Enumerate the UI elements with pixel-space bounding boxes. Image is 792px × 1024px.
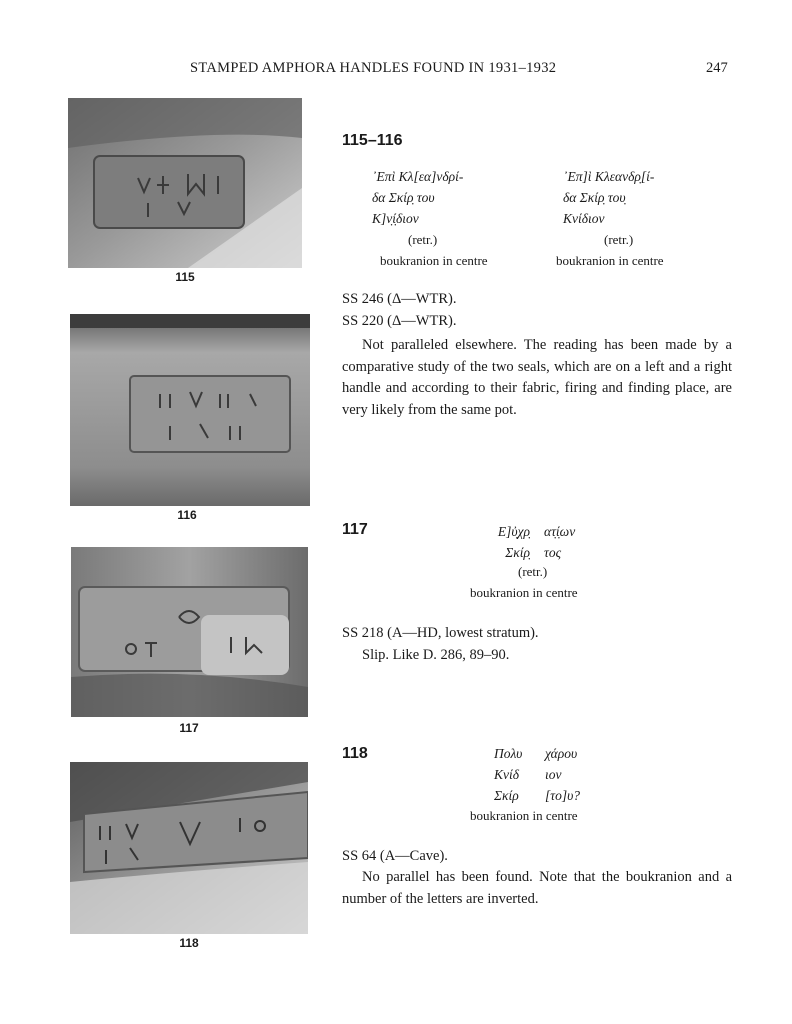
photo-118	[70, 762, 308, 934]
inscription-line: ᾿Επ]ὶ Κλεανδρ̣[ί-	[563, 169, 655, 184]
commentary-115-116: Not paralleled elsewhere. The reading has been made by a comparative study of the two seals, which are on a left and a right handle and according to their fabric, firing and finding place, are very likely from the same pot.	[342, 337, 732, 418]
boukranion-note-116: boukranion in centre	[556, 253, 664, 268]
inscription-line: δα Σκίρ̣ του̣	[563, 190, 626, 205]
inscription-line: Πολυ	[494, 746, 523, 761]
photo-117	[71, 547, 308, 717]
inscription-117-col1	[494, 521, 530, 563]
boukranion-note-118: boukranion in centre	[470, 808, 578, 823]
page-number: 247	[706, 60, 728, 76]
inscription-117-col2	[544, 521, 575, 563]
ss-reference-117: SS 218 (A—HD, lowest stratum).	[342, 625, 539, 641]
entry-title-117: 117	[342, 521, 368, 538]
inscription-118-col1	[494, 743, 522, 806]
inscription-line: χάρου	[545, 746, 578, 761]
boukranion-note-117: boukranion in centre	[470, 585, 578, 600]
inscription-line: Κνίδ	[494, 767, 520, 782]
caption-115: 115	[175, 270, 195, 284]
inscription-line: τος	[544, 545, 562, 560]
inscription-115	[372, 166, 463, 229]
inscription-118-col2	[545, 743, 580, 806]
inscription-line: Ε]ὐ̣χρ̣	[497, 524, 530, 539]
inscription-line: ιον	[545, 767, 562, 782]
running-head: STAMPED AMPHORA HANDLES FOUND IN 1931–1932	[190, 60, 557, 76]
retr-note-116: (retr.)	[604, 232, 634, 247]
boukranion-note-115: boukranion in centre	[380, 253, 488, 268]
inscription-line: Σκίρ	[494, 788, 519, 803]
inscription-line: ᾿Επὶ Κλ[εα]νδρί-	[372, 169, 464, 184]
ss-reference-116: SS 220 (Δ—WTR).	[342, 313, 457, 329]
ss-reference-115: SS 246 (Δ—WTR).	[342, 291, 457, 307]
ss-reference-118: SS 64 (A—Cave).	[342, 848, 448, 864]
retr-note-117: (retr.)	[518, 564, 548, 579]
commentary-118: No parallel has been found. Note that the boukranion and a number of the letters are inverted.	[342, 869, 732, 907]
inscription-116	[563, 166, 654, 229]
inscription-line: ατ̣ί̣ων	[544, 524, 576, 539]
inscription-line: [το]υ?	[545, 788, 581, 803]
photo-116	[70, 314, 310, 506]
entry-title-118: 118	[342, 745, 368, 762]
inscription-line: δα Σκίρ̣ του	[372, 190, 435, 205]
retr-note-115: (retr.)	[408, 232, 438, 247]
inscription-line: Σκίρ̣	[505, 545, 530, 560]
inscription-line: Κ]ν̣ί̣διον	[372, 211, 419, 226]
inscription-line: Κνίδιον	[563, 211, 605, 226]
photo-115	[68, 98, 302, 268]
caption-118: 118	[179, 936, 199, 950]
caption-117: 117	[179, 721, 199, 735]
comment-117: Slip. Like D. 286, 89–90.	[362, 647, 510, 663]
entry-title-115-116: 115–116	[342, 132, 403, 149]
caption-116: 116	[177, 508, 197, 522]
